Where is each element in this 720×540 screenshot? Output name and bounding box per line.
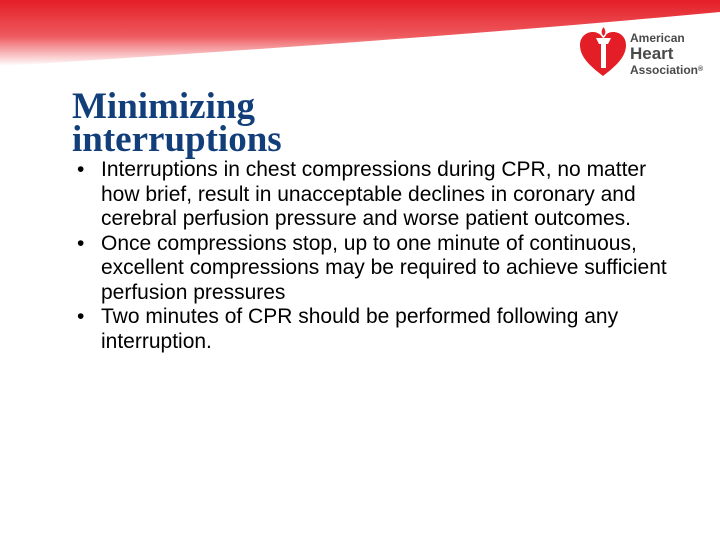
slide-title-line2: interruptions	[72, 119, 282, 160]
aha-logo	[578, 24, 710, 84]
bullet-text: Interruptions in chest compressions during CPR, no matter how brief, result in unacceptable declines in coronary and cerebral perfusion pressure and worse patient outcomes.	[101, 158, 647, 230]
bullet-dot: •	[77, 231, 85, 255]
logo-line-heart: Heart	[630, 44, 674, 63]
slide-title	[72, 86, 372, 160]
bullet-text: Two minutes of CPR should be performed following any interruption.	[101, 305, 619, 353]
aha-wordmark	[630, 30, 703, 78]
bullet-item	[76, 305, 676, 354]
logo-line-american: American	[630, 31, 685, 45]
bullet-item	[76, 158, 676, 232]
slide-title-line1: Minimizing	[72, 86, 255, 127]
bullet-dot: •	[77, 305, 85, 328]
registered-mark: ®	[698, 66, 704, 73]
bullet-item	[76, 232, 676, 306]
bullet-text: Once compressions stop, up to one minute of continuous, excellent compressions may be required to achieve sufficient perfusion pressures	[101, 231, 667, 304]
bullet-list	[76, 158, 676, 354]
logo-association-text: Association	[630, 63, 699, 77]
logo-line-association	[630, 62, 703, 78]
heart-torch-icon	[578, 24, 628, 80]
bullet-dot: •	[77, 158, 85, 181]
